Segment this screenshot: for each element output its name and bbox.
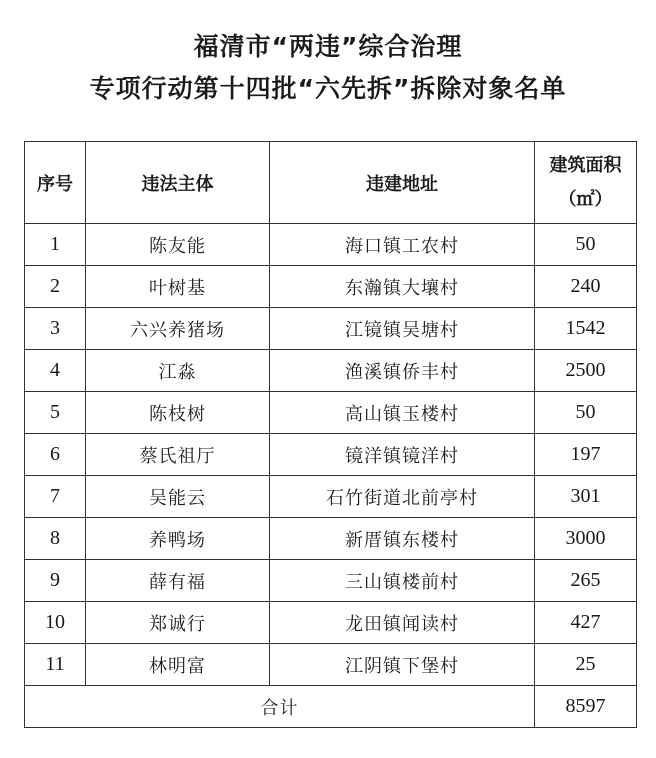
row-index: 8 bbox=[25, 518, 86, 560]
row-subject: 吴能云 bbox=[86, 476, 270, 518]
table-row bbox=[25, 434, 637, 476]
total-area: 8597 bbox=[535, 686, 637, 728]
total-label: 合计 bbox=[25, 686, 535, 728]
row-address: 三山镇楼前村 bbox=[270, 560, 535, 602]
row-address: 高山镇玉楼村 bbox=[270, 392, 535, 434]
table-row bbox=[25, 392, 637, 434]
table-row bbox=[25, 560, 637, 602]
row-area: 3000 bbox=[535, 518, 637, 560]
row-index: 10 bbox=[25, 602, 86, 644]
table-row bbox=[25, 266, 637, 308]
header-index: 序号 bbox=[25, 142, 86, 224]
row-address: 龙田镇闻读村 bbox=[270, 602, 535, 644]
row-index: 9 bbox=[25, 560, 86, 602]
row-subject: 六兴养猪场 bbox=[86, 308, 270, 350]
row-address: 镜洋镇镜洋村 bbox=[270, 434, 535, 476]
row-index: 1 bbox=[25, 224, 86, 266]
row-address: 石竹街道北前亭村 bbox=[270, 476, 535, 518]
row-address: 渔溪镇侨丰村 bbox=[270, 350, 535, 392]
row-area: 50 bbox=[535, 392, 637, 434]
row-index: 5 bbox=[25, 392, 86, 434]
row-index: 4 bbox=[25, 350, 86, 392]
row-area: 25 bbox=[535, 644, 637, 686]
table-row bbox=[25, 476, 637, 518]
row-address: 江阴镇下堡村 bbox=[270, 644, 535, 686]
row-area: 427 bbox=[535, 602, 637, 644]
row-address: 江镜镇吴塘村 bbox=[270, 308, 535, 350]
header-area-label: 建筑面积 bbox=[549, 154, 622, 176]
total-row bbox=[25, 686, 637, 728]
row-subject: 林明富 bbox=[86, 644, 270, 686]
table-row bbox=[25, 518, 637, 560]
table-row bbox=[25, 224, 637, 266]
row-subject: 养鸭场 bbox=[86, 518, 270, 560]
header-subject: 违法主体 bbox=[86, 142, 270, 224]
row-subject: 陈友能 bbox=[86, 224, 270, 266]
header-area-unit: （㎡） bbox=[558, 188, 613, 210]
row-index: 11 bbox=[25, 644, 86, 686]
row-subject: 江淼 bbox=[86, 350, 270, 392]
row-index: 2 bbox=[25, 266, 86, 308]
table-row bbox=[25, 644, 637, 686]
row-subject: 郑诚行 bbox=[86, 602, 270, 644]
row-subject: 叶树基 bbox=[86, 266, 270, 308]
row-address: 东瀚镇大壤村 bbox=[270, 266, 535, 308]
table-row bbox=[25, 602, 637, 644]
row-area: 265 bbox=[535, 560, 637, 602]
row-address: 新厝镇东楼村 bbox=[270, 518, 535, 560]
document-title-line-1: 福清市“两违”综合治理 bbox=[193, 32, 463, 61]
row-area: 197 bbox=[535, 434, 637, 476]
row-subject: 薛有福 bbox=[86, 560, 270, 602]
header-address: 违建地址 bbox=[270, 142, 535, 224]
header-area bbox=[535, 142, 637, 224]
row-area: 50 bbox=[535, 224, 637, 266]
row-subject: 陈枝树 bbox=[86, 392, 270, 434]
row-area: 2500 bbox=[535, 350, 637, 392]
row-area: 301 bbox=[535, 476, 637, 518]
row-area: 240 bbox=[535, 266, 637, 308]
table-row bbox=[25, 350, 637, 392]
row-index: 7 bbox=[25, 476, 86, 518]
row-index: 3 bbox=[25, 308, 86, 350]
row-area: 1542 bbox=[535, 308, 637, 350]
row-address: 海口镇工农村 bbox=[270, 224, 535, 266]
table-header-row bbox=[25, 142, 637, 224]
row-index: 6 bbox=[25, 434, 86, 476]
document-title-line-2: 专项行动第十四批“六先拆”拆除对象名单 bbox=[89, 74, 567, 103]
demolition-list-table bbox=[24, 141, 637, 728]
table-row bbox=[25, 308, 637, 350]
row-subject: 蔡氏祖厅 bbox=[86, 434, 270, 476]
